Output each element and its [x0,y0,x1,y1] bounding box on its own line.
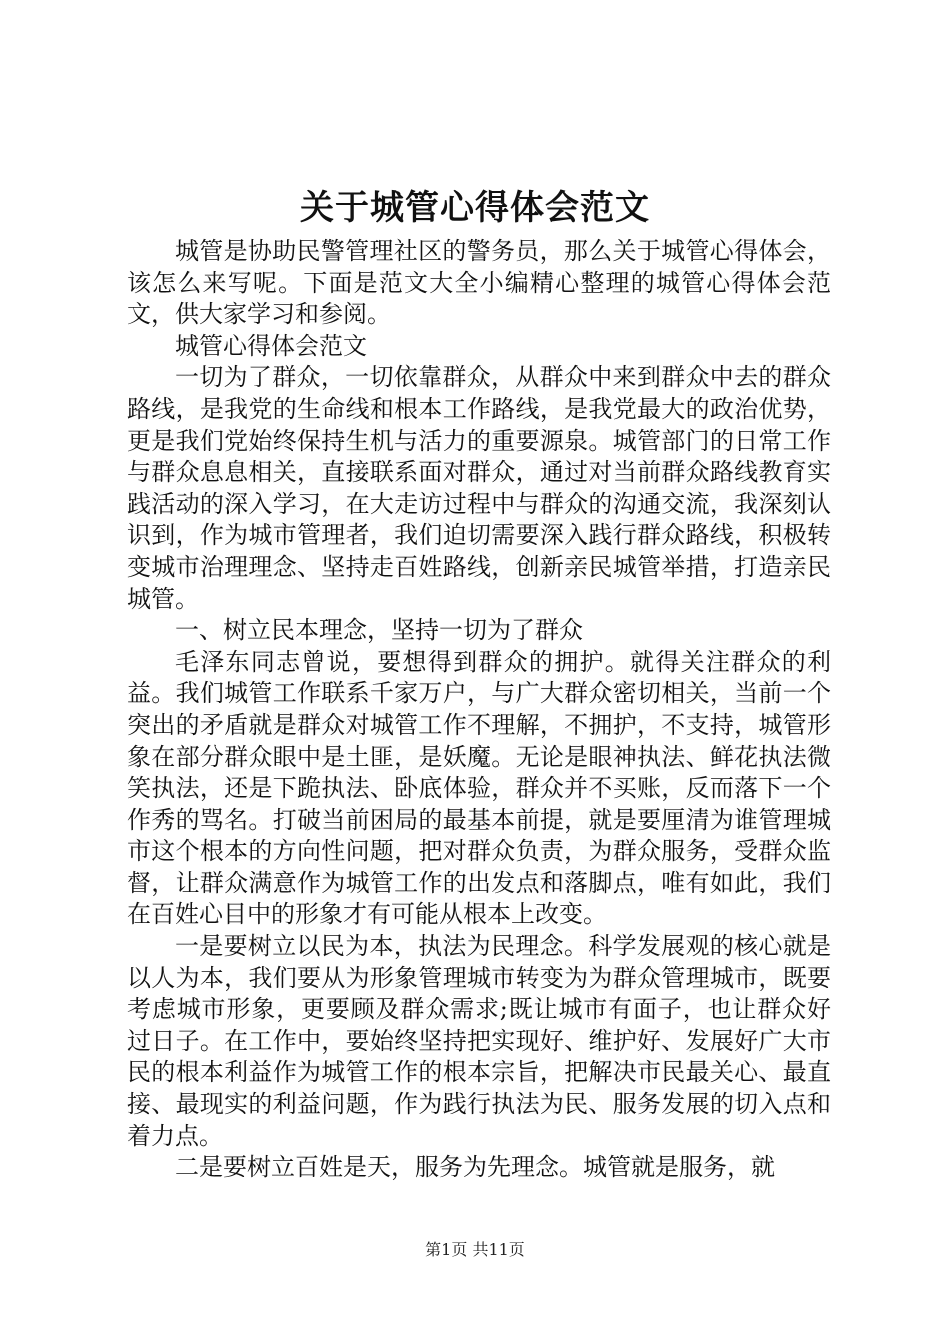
subsection-heading: 一、树立民本理念，坚持一切为了群众 [175,616,583,645]
section-heading: 城管心得体会范文 [175,331,367,360]
document-title: 关于城管心得体会范文 [300,188,650,228]
body-paragraph: 毛泽东同志曾说，要想得到群众的拥护。就得关注群众的利益。我们城管工作联系千家万户，与广大群众密切相关，当前一个突出的矛盾就是群众对城管工作不理解，不拥护，不支持，城管形象在部分群众眼中是土匪，是妖魔。无论是眼神执法、鲜花执法微笑执法，还是下跪执法、卧底体验，群众并不买账，反而落下一个作秀的骂名。打破当前困局的最基本前提，就是要厘清为谁管理城市这个根本的方向性问题，把对群众负责，为群众服务，受群众监督，让群众满意作为城管工作的出发点和落脚点，唯有如此，我们在百姓心目中的形象才有可能从根本上改变。 [127,647,831,929]
document-body [127,236,831,1184]
page-number-footer: 第1页 共11页 [425,1240,525,1259]
body-paragraph: 一切为了群众，一切依靠群众，从群众中来到群众中去的群众路线，是我党的生命线和根本工作路线，是我党最大的政治优势，更是我们党始终保持生机与活力的重要源泉。城管部门的日常工作与群众息息相关，直接联系面对群众，通过对当前群众路线教育实践活动的深入学习，在大走访过程中与群众的沟通交流，我深刻认识到，作为城市管理者，我们迫切需要深入践行群众路线，积极转变城市治理理念、坚持走百姓路线，创新亲民城管举措，打造亲民城管。 [127,363,831,613]
intro-paragraph: 城管是协助民警管理社区的警务员，那么关于城管心得体会，该怎么来写呢。下面是范文大全小编精心整理的城管心得体会范文，供大家学习和参阅。 [127,237,831,329]
body-paragraph: 一是要树立以民为本，执法为民理念。科学发展观的核心就是以人为本，我们要从为形象管理城市转变为为群众管理城市，既要考虑城市形象，更要顾及群众需求;既让城市有面子，也让群众好过日子。在工作中，要始终坚持把实现好、维护好、发展好广大市民的根本利益作为城管工作的根本宗旨，把解决市民最关心、最直接、最现实的利益问题，作为践行执法为民、服务发展的切入点和着力点。 [127,932,831,1150]
body-paragraph: 二是要树立百姓是天，服务为先理念。城管就是服务，就 [175,1153,775,1182]
